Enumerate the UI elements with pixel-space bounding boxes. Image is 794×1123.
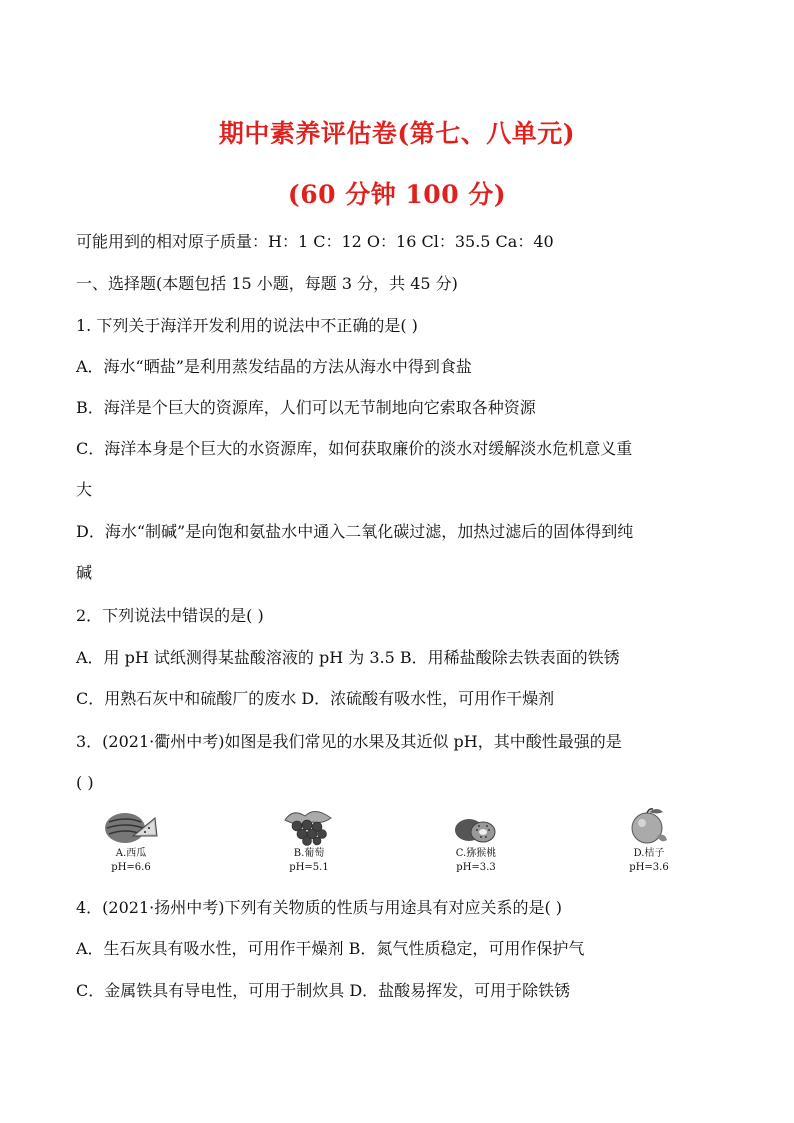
fruit-figure [76, 806, 716, 876]
question-1-option-c-cont: 大 [76, 480, 93, 499]
page-title: 期中素养评估卷(第七、八单元) [218, 119, 576, 148]
question-4-options-ab: A．生石灰具有吸水性，可用作干燥剂 B．氮气性质稳定，可用作保护气 [76, 939, 585, 958]
question-1-option-b: B．海洋是个巨大的资源库，人们可以无节制地向它索取各种资源 [76, 398, 536, 417]
fruit-ph: pH=6.6 [111, 862, 151, 873]
atomic-mass-line: 可能用到的相对原子质量：H：1 C：12 O：16 Cl：35.5 Ca：40 [76, 232, 554, 251]
page-subtitle: (60 分钟 100 分) [287, 180, 507, 209]
question-1-stem: 1. 下列关于海洋开发利用的说法中不正确的是( ) [76, 316, 418, 335]
fruit-label: A.西瓜 [115, 848, 147, 859]
watermelon-icon [103, 806, 159, 846]
fruit-item-grape [254, 806, 364, 874]
question-3-stem: 3．(2021·衢州中考)如图是我们常见的水果及其近似 pH，其中酸性最强的是 [76, 732, 622, 751]
question-1-option-c: C．海洋本身是个巨大的水资源库，如何获取廉价的淡水对缓解淡水危机意义重 [76, 439, 633, 458]
kiwi-icon [451, 806, 501, 846]
section-heading: 一、选择题(本题包括 15 小题，每题 3 分，共 45 分) [76, 274, 458, 293]
fruit-label: B.葡萄 [293, 848, 325, 859]
fruit-item-kiwi [421, 806, 531, 874]
question-2-options-cd: C．用熟石灰中和硫酸厂的废水 D．浓硫酸有吸水性，可用作干燥剂 [76, 689, 555, 708]
question-1-option-a: A．海水“晒盐”是利用蒸发结晶的方法从海水中得到食盐 [76, 357, 472, 376]
fruit-item-watermelon [76, 806, 186, 874]
question-4-stem: 4．(2021·扬州中考)下列有关物质的性质与用途具有对应关系的是( ) [76, 898, 563, 917]
question-1-option-d: D．海水“制碱”是向饱和氨盐水中通入二氧化碳过滤，加热过滤后的固体得到纯 [76, 522, 634, 541]
orange-icon [627, 806, 671, 846]
fruit-ph: pH=5.1 [289, 862, 329, 873]
grape-icon [279, 806, 339, 846]
question-3-stem-cont: ( ) [76, 773, 94, 792]
fruit-item-orange [594, 806, 704, 874]
question-2-stem: 2．下列说法中错误的是( ) [76, 606, 264, 625]
fruit-ph: pH=3.3 [456, 862, 496, 873]
fruit-ph: pH=3.6 [629, 862, 669, 873]
question-4-options-cd: C．金属铁具有导电性，可用于制炊具 D．盐酸易挥发，可用于除铁锈 [76, 981, 571, 1000]
question-2-options-ab: A．用 pH 试纸测得某盐酸溶液的 pH 为 3.5 B．用稀盐酸除去铁表面的铁锈 [76, 648, 620, 667]
question-1-option-d-cont: 碱 [76, 563, 93, 582]
fruit-label: D.桔子 [633, 848, 665, 859]
fruit-label: C.猕猴桃 [455, 848, 497, 859]
